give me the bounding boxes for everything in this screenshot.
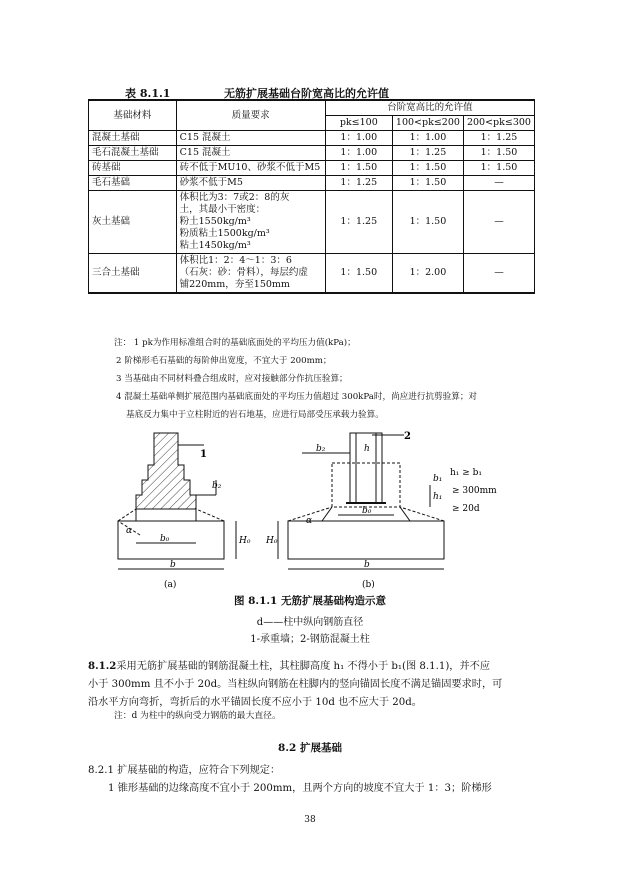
clause-821 bbox=[88, 762, 533, 798]
figure-caption: 图 8.1.1 无筋扩展基础构造示意 bbox=[233, 595, 387, 607]
label-alpha-a: α bbox=[126, 526, 133, 536]
table-row bbox=[89, 254, 535, 294]
section-heading: 8.2 扩展基础 bbox=[278, 742, 342, 754]
header-p2: 100<pk≤200 bbox=[392, 116, 463, 131]
cell-ratio-v2: 1：1.50 bbox=[392, 176, 463, 191]
label-b0-a: b₀ bbox=[160, 534, 170, 544]
note-3: 3 当基础由不同材料叠合组成时，应对接触部分作抗压验算； bbox=[116, 374, 348, 384]
cell-ratio-v1: 1：1.00 bbox=[325, 131, 392, 146]
label-b2-b: b₂ bbox=[316, 444, 326, 454]
label-alpha-b: α bbox=[306, 516, 313, 526]
quality-line: 体积比1：2：4～1：3：6 bbox=[179, 255, 292, 266]
cell-ratio-v1: 1：1.50 bbox=[325, 161, 392, 176]
clause-812-line3: 沿水平方向弯折，弯折后的水平锚固长度不应小于 10d 也不应大于 20d。 bbox=[88, 697, 422, 708]
label-b0-b: b₀ bbox=[362, 506, 372, 516]
quality-line: 体积比为3：7或2：8的灰 bbox=[179, 192, 290, 203]
cell-material: 混凝土基础 bbox=[89, 131, 177, 146]
foundation-diagram bbox=[100, 425, 520, 595]
figure-sub-2: 1-承重墙；2-钢筋混凝土柱 bbox=[250, 634, 370, 645]
quality-line: C15 混凝土 bbox=[179, 147, 231, 158]
cell-quality bbox=[176, 161, 325, 176]
cell-ratio-v3: — bbox=[463, 191, 534, 254]
cell-ratio-v3: 1：1.50 bbox=[463, 161, 534, 176]
cell-material: 三合土基础 bbox=[89, 254, 177, 294]
label-h0-b: H₀ bbox=[266, 536, 278, 546]
note-4: 4 混凝土基础单侧扩展范围内基础底面处的平均压力值超过 300kPa时，尚应进行抗剪验算；对 bbox=[116, 392, 478, 402]
note-4-cont: 基底反力集中于立柱附近的岩石地基，应进行局部受压承载力验算。 bbox=[126, 410, 384, 420]
page-number: 38 bbox=[304, 815, 316, 825]
diagram-a bbox=[118, 433, 251, 590]
cell-ratio-v2: 1：1.00 bbox=[392, 131, 463, 146]
cell-ratio-v3: 1：1.50 bbox=[463, 146, 534, 161]
header-ratio-group: 台阶宽高比的允许值 bbox=[325, 100, 534, 116]
label-b-a: b bbox=[170, 560, 176, 570]
header-p1: pk≤100 bbox=[325, 116, 392, 131]
table-row bbox=[89, 191, 535, 254]
quality-line: 粘土1450kg/m³ bbox=[179, 240, 251, 251]
cell-ratio-v1: 1：1.25 bbox=[325, 191, 392, 254]
cell-material: 砖基础 bbox=[89, 161, 177, 176]
cell-quality bbox=[176, 191, 325, 254]
table-row bbox=[89, 176, 535, 191]
cell-quality bbox=[176, 254, 325, 294]
table-row bbox=[89, 131, 535, 146]
cell-material: 毛石基础 bbox=[89, 176, 177, 191]
quality-line: C15 混凝土 bbox=[179, 132, 231, 143]
footing-a bbox=[118, 521, 224, 559]
cell-quality bbox=[176, 131, 325, 146]
table-notes bbox=[114, 334, 554, 424]
table-title: 无筋扩展基础台阶宽高比的允许值 bbox=[224, 87, 389, 100]
cell-material: 灰土基础 bbox=[89, 191, 177, 254]
quality-line: 铺220mm，夯至150mm bbox=[179, 279, 290, 290]
table-number: 表 8.1.1 bbox=[125, 87, 171, 100]
cell-ratio-v3: — bbox=[463, 176, 534, 191]
cell-ratio-v3: — bbox=[463, 254, 534, 294]
label-h-b: h bbox=[364, 444, 370, 454]
cell-ratio-v1: 1：1.25 bbox=[325, 176, 392, 191]
footing-b bbox=[288, 521, 444, 559]
cell-ratio-v2: 1：2.00 bbox=[392, 254, 463, 294]
cell-ratio-v2: 1：1.25 bbox=[392, 146, 463, 161]
clause-812-note: 注：d 为柱中的纵向受力钢筋的最大直径。 bbox=[114, 711, 281, 721]
header-p3: 200<pk≤300 bbox=[463, 116, 534, 131]
figure-sub-1: d——柱中纵向钢筋直径 bbox=[256, 617, 364, 628]
quality-line: （石灰：砂：骨料），每层约虚 bbox=[179, 267, 308, 278]
label-1: 1 bbox=[200, 449, 207, 460]
quality-line: 粉土1550kg/m³ bbox=[179, 216, 251, 227]
stepped-wall-shape bbox=[136, 433, 196, 509]
label-h0-a: H₀ bbox=[239, 536, 251, 546]
cell-ratio-v2: 1：1.50 bbox=[392, 191, 463, 254]
cell-ratio-v1: 1：1.00 bbox=[325, 146, 392, 161]
header-material: 基础材料 bbox=[89, 100, 177, 131]
label-b1-b: b₁ bbox=[433, 474, 443, 484]
quality-line: 土，其最小干密度： bbox=[179, 204, 266, 215]
quality-line: 粉质粘土1500kg/m³ bbox=[179, 228, 270, 239]
caption-b: (b) bbox=[362, 580, 375, 590]
cell-quality bbox=[176, 176, 325, 191]
header-quality: 质量要求 bbox=[176, 100, 325, 131]
cell-ratio-v2: 1：1.50 bbox=[392, 161, 463, 176]
cond-2: ≥ 300mm bbox=[452, 486, 497, 496]
clause-821-line1: 8.2.1 扩展基础的构造，应符合下列规定： bbox=[88, 765, 281, 776]
table-body bbox=[89, 131, 535, 294]
table-row bbox=[89, 146, 535, 161]
label-b-b: b bbox=[364, 560, 370, 570]
quality-line: 砂浆不低于M5 bbox=[179, 177, 243, 188]
clause-812-num: 8.1.2 bbox=[88, 660, 117, 672]
clause-812-line2: 小于 300mm 且不小于 20d。当柱纵向钢筋在柱脚内的竖向锚固长度不满足锚固要求时，可 bbox=[88, 679, 503, 690]
note-2: 2 阶梯形毛石基础的每阶伸出宽度，不宜大于 200mm； bbox=[116, 356, 332, 366]
pedestal-b bbox=[332, 463, 400, 507]
cond-3: ≥ 20d bbox=[452, 504, 480, 514]
quality-line: 砖不低于MU10、砂浆不低于M5 bbox=[179, 162, 321, 173]
ratio-table bbox=[88, 99, 535, 294]
clause-812-line1: 采用无筋扩展基础的钢筋混凝土柱，其柱脚高度 h₁ 不得小于 b₁(图 8.1.1)，并不应 bbox=[116, 661, 491, 672]
caption-a: (a) bbox=[164, 580, 177, 590]
clause-821-line2: 1 锥形基础的边缘高度不宜小于 200mm，且两个方向的坡度不宜大于 1：3；阶梯形 bbox=[108, 783, 492, 794]
cell-ratio-v3: 1：1.25 bbox=[463, 131, 534, 146]
cell-quality bbox=[176, 146, 325, 161]
cell-material: 毛石混凝土基础 bbox=[89, 146, 177, 161]
note-1: 注： 1 pk为作用标准组合时的基础底面处的平均压力值(kPa)； bbox=[114, 338, 356, 348]
cond-1: h₁ ≥ b₁ bbox=[450, 468, 483, 478]
label-h1-b: h₁ bbox=[433, 492, 443, 502]
label-2: 2 bbox=[404, 431, 411, 442]
diagram-b bbox=[265, 431, 497, 590]
clause-812 bbox=[88, 657, 533, 712]
table-row bbox=[89, 161, 535, 176]
label-b2-a: b₂ bbox=[212, 481, 222, 491]
cell-ratio-v1: 1：1.50 bbox=[325, 254, 392, 294]
